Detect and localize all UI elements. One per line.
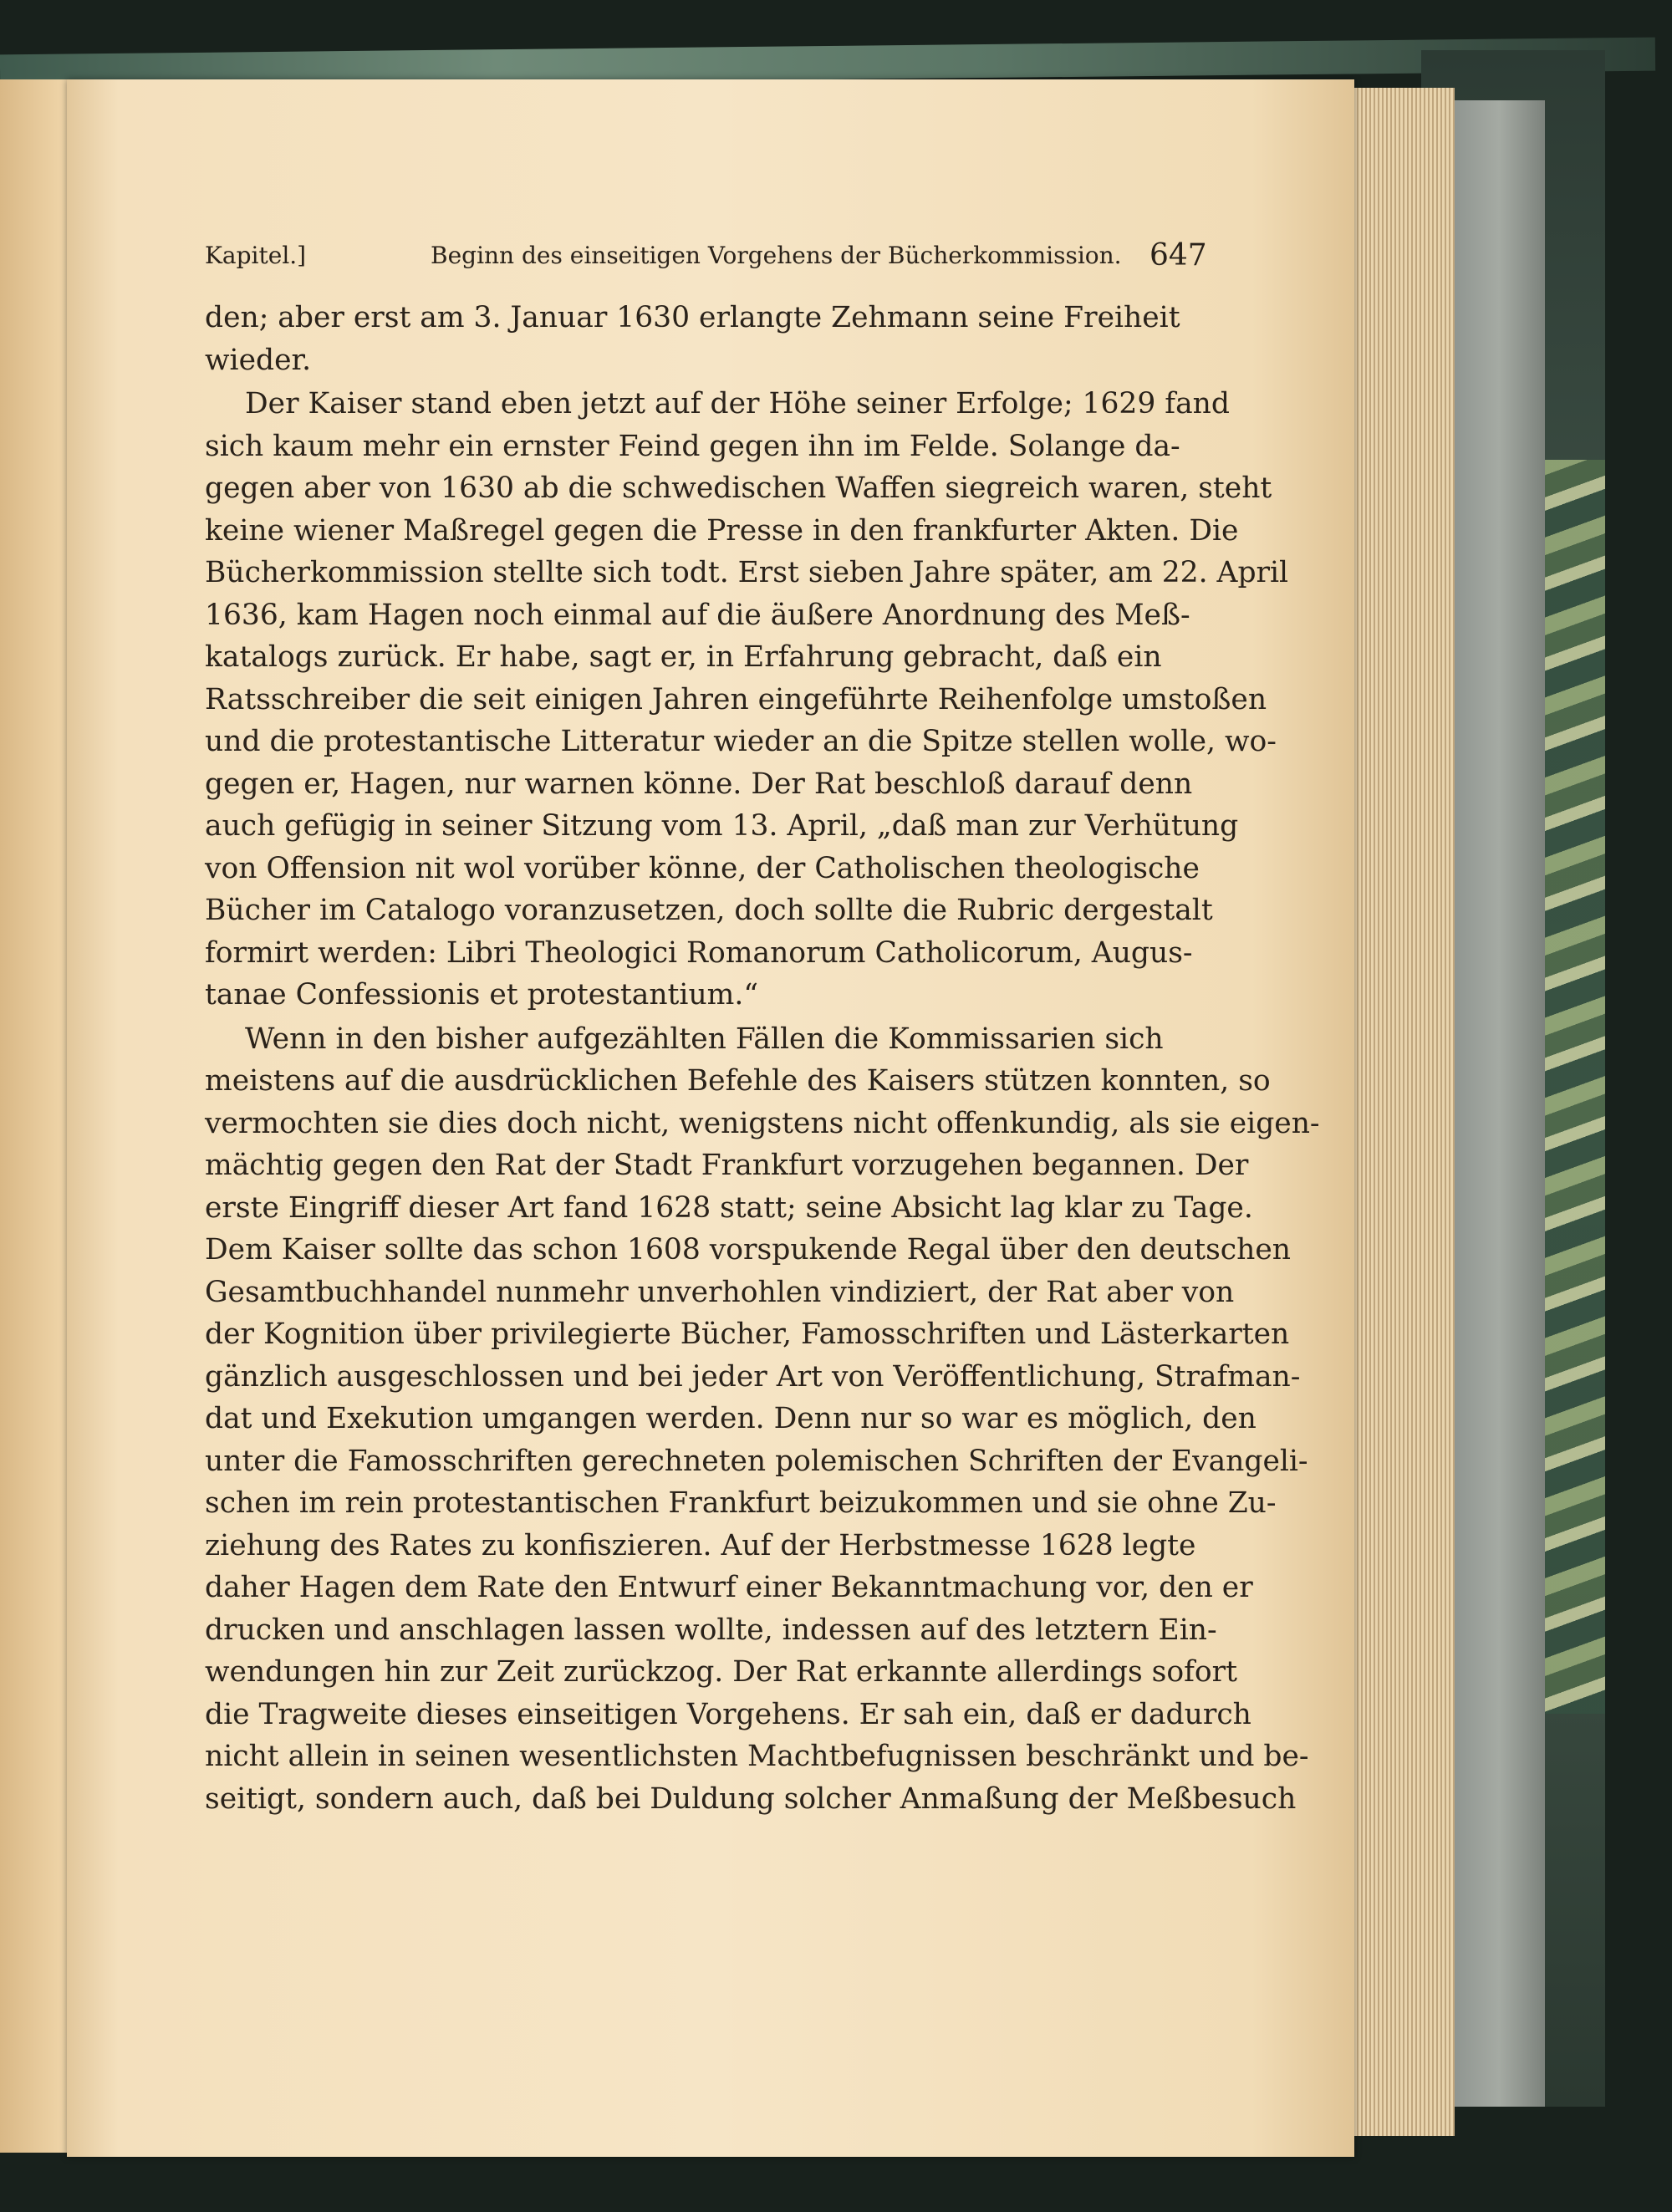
facing-page-edge <box>0 79 67 2153</box>
text-line: erste Eingriff dieser Art fand 1628 statt; seine Absicht lag klar zu Tage. <box>205 1190 1253 1225</box>
text-line: Ratsschreiber die seit einigen Jahren eingeführte Reihenfolge umstoßen <box>205 682 1267 716</box>
text-line: Dem Kaiser sollte das schon 1608 vorspukende Regal über den deutschen <box>205 1233 1291 1267</box>
text-line: gänzlich ausgeschlossen und bei jeder Art von Veröffentlichung, Strafman- <box>205 1359 1301 1394</box>
body-text <box>205 297 1320 1822</box>
paragraph <box>205 297 1180 381</box>
text-line: dat und Exekution umgangen werden. Denn nur so war es möglich, den <box>205 1402 1257 1435</box>
text-line: nicht allein in seinen wesentlichsten Machtbefugnissen beschränkt und be- <box>205 1740 1309 1773</box>
text-line: formirt werden: Libri Theologici Romanorum Catholicorum, Augus- <box>205 935 1193 970</box>
text-line: meistens auf die ausdrücklichen Befehle des Kaisers stützen konnten, so <box>205 1064 1271 1098</box>
text-line: katalogs zurück. Er habe, sagt er, in Erfahrung gebracht, daß ein <box>205 640 1162 674</box>
text-line: wendungen hin zur Zeit zurückzog. Der Rat erkannte allerdings sofort <box>205 1655 1238 1689</box>
paragraph <box>205 383 1289 1017</box>
header-chapter: Kapitel.] <box>205 242 307 269</box>
marbled-endpaper <box>1538 460 1605 1714</box>
book-spine-edge <box>1453 100 1545 2107</box>
page-number: 647 <box>1150 238 1207 273</box>
text-line: der Kognition über privilegierte Bücher, Famosschriften und Lästerkarten <box>205 1318 1290 1351</box>
text-line: Bücher im Catalogo voranzusetzen, doch sollte die Rubric dergestalt <box>205 894 1213 927</box>
page-edges <box>1350 88 1455 2136</box>
text-line: tanae Confessionis et protestantium.“ <box>205 978 758 1012</box>
running-header <box>138 238 1207 280</box>
text-line: unter die Famosschriften gerechneten polemischen Schriften der Evangeli- <box>205 1444 1308 1478</box>
text-line: gegen aber von 1630 ab die schwedischen Waffen siegreich waren, steht <box>205 471 1272 505</box>
text-line: mächtig gegen den Rat der Stadt Frankfurt vorzugehen begannen. Der <box>205 1149 1249 1182</box>
text-line: wieder. <box>205 343 312 377</box>
text-line: Der Kaiser stand eben jetzt auf der Höhe seiner Erfolge; 1629 fand <box>245 387 1230 420</box>
text-line: sich kaum mehr ein ernster Feind gegen ihn im Felde. Solange da- <box>205 429 1180 463</box>
paragraph <box>205 1018 1320 1821</box>
text-line: und die protestantische Litteratur wieder an die Spitze stellen wolle, wo- <box>205 725 1277 758</box>
text-line: Gesamtbuchhandel nunmehr unverhohlen vindiziert, der Rat aber von <box>205 1275 1235 1309</box>
text-line: schen im rein protestantischen Frankfurt beizukommen und sie ohne Zu- <box>205 1486 1277 1520</box>
text-line: drucken und anschlagen lassen wollte, indessen auf des letztern Ein- <box>205 1613 1217 1647</box>
text-line: keine wiener Maßregel gegen die Presse in den frankfurter Akten. Die <box>205 513 1239 548</box>
text-line: vermochten sie dies doch nicht, wenigstens nicht offenkundig, als sie eigen- <box>205 1106 1320 1140</box>
text-line: den; aber erst am 3. Januar 1630 erlangte Zehmann seine Freiheit <box>205 301 1180 334</box>
text-line: ziehung des Rates zu konfiszieren. Auf der Herbstmesse 1628 legte <box>205 1528 1196 1562</box>
text-line: Wenn in den bisher aufgezählten Fällen die Kommissarien sich <box>245 1022 1164 1056</box>
text-line: seitigt, sondern auch, daß bei Duldung solcher Anmaßung der Meßbesuch <box>205 1781 1297 1816</box>
text-line: daher Hagen dem Rate den Entwurf einer Bekanntmachung vor, den er <box>205 1571 1253 1604</box>
text-line: von Offension nit wol vorüber könne, der Catholischen theologische <box>205 851 1200 885</box>
text-line: Bücherkommission stellte sich todt. Erst sieben Jahre später, am 22. April <box>205 556 1289 589</box>
text-line: gegen er, Hagen, nur warnen könne. Der Rat beschloß darauf denn <box>205 767 1193 801</box>
text-line: die Tragweite dieses einseitigen Vorgehens. Er sah ein, daß er dadurch <box>205 1697 1251 1731</box>
text-line: auch gefügig in seiner Sitzung vom 13. April, „daß man zur Verhütung <box>205 809 1239 843</box>
text-line: 1636, kam Hagen noch einmal auf die äußere Anordnung des Meß- <box>205 598 1190 632</box>
header-title: Beginn des einseitigen Vorgehens der Bücherkommission. <box>431 242 1122 269</box>
